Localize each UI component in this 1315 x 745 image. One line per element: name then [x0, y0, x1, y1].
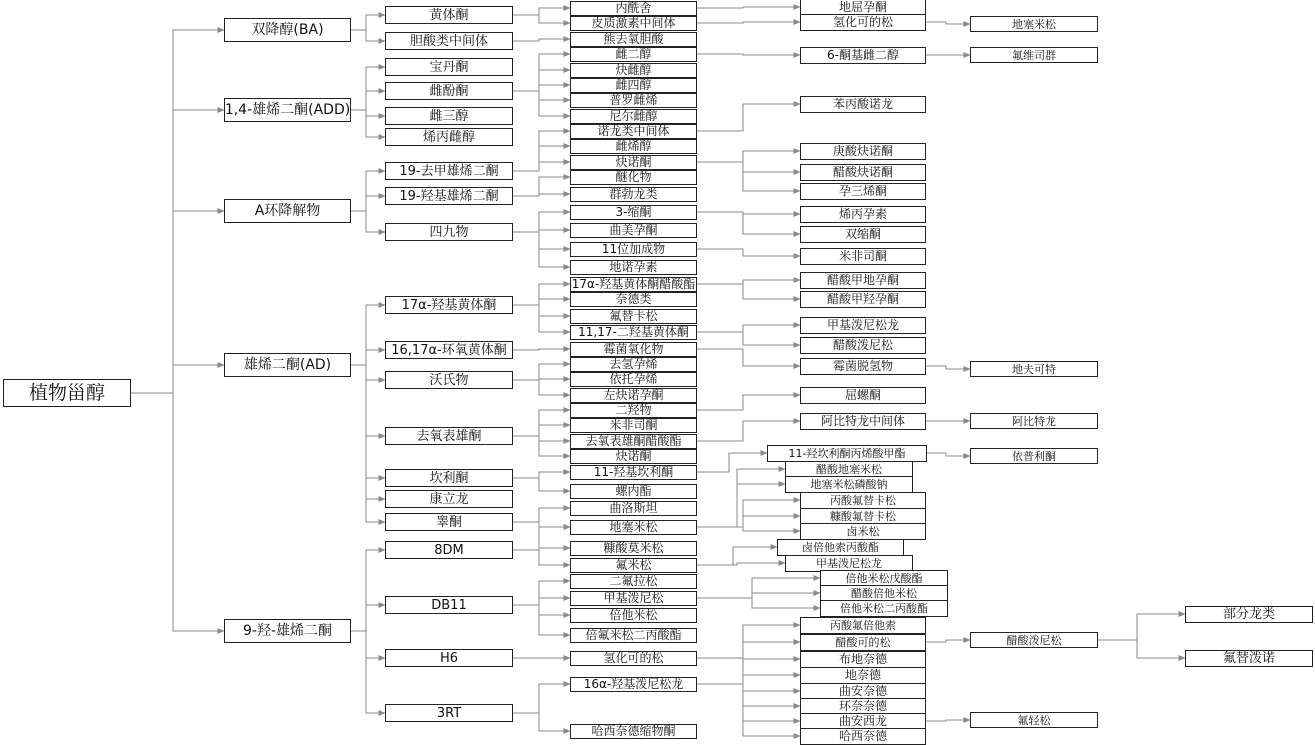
- node-c3-mihuawu: 醚化物: [570, 170, 697, 185]
- connector-c1-ad-to-c2-woshiwu: [351, 365, 385, 380]
- connector-c2-woshiwu-to-c3-quqingyunxi: [513, 364, 570, 380]
- node-c3-qumeiyunt: 曲美孕酮: [570, 223, 697, 238]
- node-c3-qunbolong: 群勃龙类: [570, 187, 697, 202]
- connector-c4-quanxilong-to-c5-fuqingsong: [926, 720, 970, 721]
- connector-c1-ad-to-c2-quyangbiaoxiong: [351, 365, 385, 436]
- node-c5-fuweisiqun: 氟维司群: [970, 47, 1098, 63]
- connector-c2-gaotong-to-c3-disaimisong: [513, 522, 570, 527]
- node-c4-quanxilong: 曲安西龙: [800, 713, 926, 730]
- node-c3-1117erqiang: 11,17-二羟基黄体酮: [570, 325, 697, 340]
- connector-c1-a-to-c2-19qujia: [351, 171, 385, 211]
- node-c3-17acusuan: 17α-羟基黄体酮醋酸酯: [571, 277, 696, 291]
- connector-c2-1617huanyang-to-c3-meijunyanghua: [513, 349, 570, 350]
- node-c2-dansuan: 胆酸类中间体: [385, 32, 513, 50]
- connector-c2-quyangbiaoxiong-to-c3-quyangcusuan: [513, 436, 570, 441]
- node-c2-baodantong: 宝丹酮: [385, 58, 513, 76]
- connector-c1-9oh-to-c2-3rt: [351, 631, 385, 713]
- connector-c4-cusuankede-to-c5-cusuanponisong: [926, 640, 970, 642]
- node-c3-luobingtong: 螺内酯: [570, 484, 697, 499]
- node-c2-17aqiangji: 17α-羟基黄体酮: [385, 296, 513, 314]
- node-c2-3rt: 3RT: [385, 704, 513, 722]
- connector-c3-16aqiangjipo-to-c4-haxinaide: [697, 684, 800, 736]
- connector-c2-17aqiangji-to-c3-17acusuan: [513, 284, 570, 305]
- connector-c3-jiajiposong-to-c4-beitamisongwu: [697, 578, 820, 598]
- connector-c2-huangtitong-to-c3-pizhijisu: [513, 15, 570, 23]
- connector-c2-cifentong-to-c3-cisichun: [513, 85, 570, 91]
- node-c2-sijiuwu: 四九物: [385, 223, 513, 241]
- connector-c3-jiajiposong-to-c4-cusuanbeita: [697, 593, 820, 598]
- node-c3-yituoyunxi: 依托孕烯: [570, 372, 697, 387]
- connector-c3-16aqiangjipo-to-c4-quanxilong: [697, 684, 800, 721]
- connector-c1-add-to-c2-cisanchun: [351, 110, 385, 116]
- connector-c3-11weijia-to-c4-mifeisitong: [697, 249, 800, 256]
- connector-c2-kanlitong-to-c3-11qiangkanli: [513, 472, 570, 478]
- connector-c1-ad-to-c2-gaotong: [351, 365, 385, 522]
- node-c4-haxinaide: 哈西奈德: [800, 728, 926, 745]
- node-c2-db11: DB11: [385, 596, 513, 614]
- connector-c3-disaimisong-to-c4-bingsuanfuti: [697, 500, 800, 527]
- node-c3-3tongtong: 3-缩酮: [570, 205, 697, 220]
- connector-c1-ba-to-c2-dansuan: [351, 30, 385, 41]
- node-c4-disaimisonglin: 地塞米松磷酸钠: [785, 476, 913, 493]
- connector-c2-19qujia-to-c3-cixichun: [513, 146, 570, 171]
- connector-c2-kanlitong-to-c3-luobingtong: [513, 478, 570, 491]
- connector-c3-16aqiangjipo-to-c4-dinaide: [697, 675, 800, 684]
- connector-c5-cusuanponisong-to-c6-futipodeng: [1098, 640, 1185, 658]
- node-c3-quecichun: 炔雌醇: [570, 63, 697, 78]
- connector-root-to-c1-add: [131, 110, 224, 393]
- connector-c3-1117erqiang-to-c4-cusuanponisong: [697, 332, 800, 345]
- connector-c3-17acusuan-to-c4-cusuanjiadiyun: [697, 280, 800, 284]
- connector-c3-quenuotong-to-c4-gengsuanquenuo: [697, 151, 800, 162]
- node-c3-niercichun: 尼尔雌醇: [570, 109, 697, 124]
- node-c3-disaimisong: 地塞米松: [570, 520, 697, 535]
- connector-c1-ba-to-c2-huangtitong: [351, 15, 385, 30]
- node-c4-shuangsuotong: 双缩酮: [800, 226, 926, 243]
- node-c5-abitelong: 阿比特龙: [970, 413, 1098, 429]
- node-c4-mifeisitong: 米非司酮: [800, 248, 926, 265]
- connector-c3-1117erqiang-to-c4-jiajiponisonglong: [697, 325, 800, 332]
- connector-c2-quyangbiaoxiong-to-c3-mifeisitong: [513, 425, 570, 436]
- node-c3-zuoquenuo: 左炔诺孕酮: [570, 388, 697, 403]
- connector-c1-add-to-c2-xibingcichun: [351, 110, 385, 137]
- node-c3-quenuotong2: 炔诺酮: [570, 449, 697, 464]
- node-c3-dinuoyun: 地诺孕素: [570, 260, 697, 275]
- connector-c1-9oh-to-c2-db11: [351, 605, 385, 631]
- connector-c1-ad-to-c2-17aqiangji: [351, 305, 385, 365]
- node-c4-benbingsuan: 苯丙酸诺龙: [800, 96, 926, 113]
- connector-c3-erqiangwu-to-c4-qumeitong: [697, 395, 800, 410]
- node-c4-6tongji: 6-酮基雌二醇: [800, 47, 926, 64]
- connector-c2-quyangbiaoxiong-to-c3-erqiangwu: [513, 410, 570, 436]
- node-c4-abitelong: 阿比特龙中间体: [800, 413, 926, 430]
- connector-c4-11qiangkanli-to-c5-yipulitong: [927, 453, 970, 456]
- connector-c1-add-to-c2-baodantong: [351, 67, 385, 110]
- connector-root-to-c1-9oh: [131, 393, 224, 631]
- connector-c1-ad-to-c2-1617huanyang: [351, 350, 385, 365]
- node-c4-11qiangkanli: 11-羟坎利酮丙烯酸甲酯: [767, 445, 927, 462]
- node-c4-diquyuntong: 地屈孕酮: [800, 0, 926, 16]
- connector-c4-meijuntuoqing-to-c5-difukete: [926, 366, 970, 369]
- node-c2-gaotong: 睾酮: [385, 513, 513, 531]
- node-c3-quqingyunxi: 去氢孕烯: [570, 357, 697, 372]
- connector-c1-ad-to-c2-kanlitong: [351, 365, 385, 478]
- node-c3-xiongquyang: 熊去氧胆酸: [570, 32, 697, 47]
- node-c4-huannaide: 环奈奈德: [800, 698, 926, 715]
- node-c3-puluoxi: 普罗雌烯: [570, 93, 697, 108]
- connector-c2-cifentong-to-c3-puluoxi: [513, 91, 570, 100]
- node-c1-ad: 雄烯二酮(AD): [224, 353, 351, 377]
- node-c2-kanlitong: 坎利酮: [385, 469, 513, 487]
- connector-c2-cifentong-to-c3-quecichun: [513, 70, 570, 91]
- node-c5-fuqingsong: 氟轻松: [970, 712, 1098, 728]
- node-c2-cisanchun: 雌三醇: [385, 107, 513, 125]
- node-c3-quyangcusuan: 去氧表雄酮醋酸酯: [570, 434, 697, 449]
- connector-c1-9oh-to-c2-h6: [351, 631, 385, 658]
- node-c4-cusuankede: 醋酸可的松: [800, 634, 926, 651]
- node-c3-erfulasong: 二氟拉松: [570, 574, 697, 589]
- connector-c2-19qujia-to-c3-nuolong: [513, 131, 570, 171]
- connector-c1-a-to-c2-sijiuwu: [351, 211, 385, 232]
- connector-c2-huangtitong-to-c3-neixiansu: [513, 8, 570, 15]
- node-c3-nuolong: 诺龙类中间体: [570, 124, 697, 139]
- node-c4-beitamisonger: 倍他米松二丙酸酯: [820, 600, 948, 617]
- node-c1-9oh: 9-羟-雄烯二酮: [224, 619, 351, 643]
- node-c6-futipodeng: 氟替泼诺: [1185, 650, 1313, 667]
- node-c3-quluositan: 曲洛斯坦: [570, 501, 697, 516]
- node-c4-cusuanponisong: 醋酸泼尼松: [800, 337, 926, 354]
- connector-c3-disaimisong-to-c4-lumisong: [697, 527, 800, 531]
- connector-c2-quyangbiaoxiong-to-c3-quenuotong2: [513, 436, 570, 456]
- node-c3-haxinaide: 哈西奈德缩物酮: [570, 724, 697, 739]
- node-c4-cusuanjiadiyun: 醋酸甲地孕酮: [800, 272, 926, 289]
- connector-c3-fumisong-to-c4-lubeitasu: [697, 547, 777, 565]
- connector-c2-db11-to-c3-jiajiposong: [513, 598, 570, 605]
- node-c4-bingsuanfubei: 丙酸氟倍他索: [800, 617, 926, 634]
- node-c1-a: A环降解物: [224, 199, 351, 223]
- connector-c1-9oh-to-c2-8dm: [351, 550, 385, 631]
- connector-c2-17aqiangji-to-c3-1117erqiang: [513, 305, 570, 332]
- connector-c3-fumisong-to-c4-jiajiponisonglong2: [697, 563, 785, 565]
- connector-c3-meijunyanghua-to-c4-meijuntuoqing: [697, 349, 800, 366]
- node-c4-dinaide: 地奈德: [800, 667, 926, 684]
- connector-c3-quenuotong-to-c4-cusuanquenuo: [697, 162, 800, 172]
- node-c4-beitamisongwu: 倍他米松戊酸酯: [820, 570, 948, 587]
- node-c2-h6: H6: [385, 649, 513, 667]
- node-c4-cusuanquenuo: 醋酸炔诺酮: [800, 164, 926, 181]
- node-c2-8dm: 8DM: [385, 541, 513, 559]
- connector-c3-cierchun-to-c4-6tongji: [697, 54, 800, 55]
- node-c2-19qujia: 19-去甲雄烯二酮: [385, 162, 513, 180]
- connector-c3-16aqiangjipo-to-c4-huannaide: [697, 684, 800, 706]
- node-c4-qinghuakedesong: 氢化可的松: [800, 14, 926, 31]
- node-c4-cusuanjiaqiang: 醋酸甲羟孕酮: [800, 291, 926, 308]
- node-c2-kanglilong: 康立龙: [385, 490, 513, 508]
- connector-c4-qinghuakedesong-to-c5-dsaimisong: [926, 22, 970, 24]
- node-c3-fuqikasong: 氟替卡松: [570, 309, 697, 324]
- node-c3-meijunyanghua: 霉菌氧化物: [570, 342, 697, 357]
- connector-c2-3rt-to-c3-16aqiangjipo: [513, 684, 570, 713]
- node-c3-cierchun: 雌二醇: [570, 47, 697, 62]
- node-c3-11qiangkanli: 11-羟基坎利酮: [570, 465, 697, 480]
- node-c2-cifentong: 雌酚酮: [385, 82, 513, 100]
- node-c5-dsaimisong: 地塞米松: [970, 16, 1098, 32]
- node-c3-cixichun: 雌烯醇: [570, 139, 697, 154]
- connector-c3-16aqiangjipo-to-c4-quannaide: [697, 684, 800, 691]
- node-c3-kangsuanmomisong: 糠酸莫米松: [570, 541, 697, 556]
- node-c3-neixiansu: 内酰舍: [570, 1, 697, 16]
- node-c4-kangsuanfuti: 糠酸氟替卡松: [800, 508, 926, 525]
- node-c4-lumisong: 卤米松: [800, 523, 926, 540]
- node-c3-mifeisitong: 米非司酮: [570, 418, 697, 433]
- node-c2-xibingcichun: 烯丙雌醇: [385, 128, 513, 146]
- connector-c3-disaimisong-to-c4-cusuandisai: [697, 469, 785, 527]
- node-c4-yunsanxitong: 孕三烯酮: [800, 183, 926, 200]
- node-c3-naidelei: 奈德类: [570, 292, 697, 307]
- node-c2-quyangbiaoxiong: 去氧表雄酮: [385, 427, 513, 445]
- node-root: 植物甾醇: [3, 379, 131, 407]
- node-c2-19qiangji: 19-羟基雄烯二酮: [385, 187, 513, 205]
- connector-c2-db11-to-c3-beifumisong: [513, 605, 570, 635]
- node-c3-beitamisong: 倍他米松: [570, 608, 697, 623]
- connector-c2-db11-to-c3-beitamisong: [513, 605, 570, 615]
- node-c6-bufenlonglei: 部分龙类: [1185, 606, 1313, 623]
- node-c4-jiajiponisonglong2: 甲基泼尼松龙: [785, 555, 913, 572]
- node-c3-cisichun: 雌四醇: [570, 78, 697, 93]
- node-c3-fumisong: 氟米松: [570, 558, 697, 573]
- connector-c3-neixiansu-to-c4-diquyuntong: [697, 7, 800, 8]
- node-c4-bingsuanfuti: 丙酸氟替卡松: [800, 492, 926, 509]
- node-c1-add: 1,4-雄烯二酮(ADD): [224, 98, 351, 122]
- connector-c2-woshiwu-to-c3-zuoquenuo: [513, 380, 570, 395]
- connector-c2-8dm-to-c3-disaimisong: [513, 527, 570, 550]
- node-c3-16aqiangjipo: 16α-羟基泼尼松龙: [570, 677, 697, 692]
- connector-c1-a-to-c2-19qiangji: [351, 196, 385, 211]
- connector-c3-pizhijisu-to-c4-qinghuakedesong: [697, 22, 800, 23]
- node-c2-1617huanyang: 16,17α-环氧黄体酮: [385, 341, 513, 359]
- connector-root-to-c1-ad: [131, 365, 224, 393]
- node-c2-woshiwu: 沃氏物: [385, 371, 513, 389]
- connector-c1-add-to-c2-cifentong: [351, 91, 385, 110]
- node-c4-cusuanbeita: 醋酸倍他米松: [820, 585, 948, 602]
- connector-c5-cusuanponisong-to-c6-bufenlonglei: [1098, 614, 1185, 640]
- connector-c3-qinghuakedesong-to-c4-cusuankede: [697, 642, 800, 658]
- connector-c3-disaimisong-to-c4-kangsuanfuti: [697, 516, 800, 527]
- connector-c3-nuolong-to-c4-benbingsuan: [697, 104, 800, 131]
- connector-c2-dansuan-to-c3-xiongquyang: [513, 39, 570, 41]
- connector-c2-17aqiangji-to-c3-naidelei: [513, 299, 570, 305]
- connector-c3-16aqiangjipo-to-c4-budinaide: [697, 659, 800, 684]
- node-c4-qumeitong: 屈螺酮: [800, 387, 926, 404]
- node-c1-ba: 双降醇(BA): [224, 18, 351, 42]
- node-c3-jiajiposong: 甲基泼尼松: [570, 591, 697, 606]
- connector-c3-3tongtong-to-c4-shuangsuotong: [697, 212, 800, 234]
- connector-root-to-c1-a: [131, 211, 224, 393]
- node-c3-11weijia: 11位加成物: [570, 242, 697, 257]
- node-c3-quenuotong: 炔诺酮: [570, 155, 697, 170]
- connector-c3-quenuotong-to-c4-yunsanxitong: [697, 162, 800, 191]
- connector-c2-cifentong-to-c3-niercichun: [513, 91, 570, 116]
- connector-c2-17aqiangji-to-c3-fuqikasong: [513, 305, 570, 316]
- connector-c3-17acusuan-to-c4-cusuanjiaqiang: [697, 284, 800, 299]
- connector-c2-gaotong-to-c3-quluositan: [513, 508, 570, 522]
- connector-c2-3rt-to-c3-haxinaide: [513, 713, 570, 731]
- node-c4-xibingyunsu: 烯丙孕素: [800, 206, 926, 223]
- connector-c2-19qiangji-to-c3-mihuawu: [513, 177, 570, 196]
- node-c4-cusuandisai: 醋酸地塞米松: [785, 461, 913, 478]
- connector-c2-db11-to-c3-erfulasong: [513, 581, 570, 605]
- connector-c2-sijiuwu-to-c3-3tongtong: [513, 212, 570, 232]
- connector-c2-8dm-to-c3-fumisong: [513, 550, 570, 565]
- node-c4-budinaide: 布地奈德: [800, 651, 926, 668]
- node-c3-beifumisong: 倍氟米松二丙酸酯: [570, 628, 697, 643]
- node-c3-qinghuakedesong: 氢化可的松: [570, 651, 697, 666]
- node-c3-pizhijisu: 皮质激素中间体: [570, 16, 697, 31]
- node-c2-huangtitong: 黄体酮: [385, 6, 513, 24]
- connector-c3-disaimisong-to-c4-disaimisonglin: [697, 484, 785, 527]
- node-c5-cusuanponisong: 醋酸泼尼松: [970, 632, 1098, 648]
- node-c5-yipulitong: 依普利酮: [970, 448, 1098, 464]
- connector-c2-sijiuwu-to-c3-11weijia: [513, 232, 570, 249]
- connector-c3-quyangcusuan-to-c4-abitelong: [697, 421, 800, 441]
- node-c5-difukete: 地夫可特: [970, 361, 1098, 377]
- node-c4-gengsuanquenuo: 庚酸炔诺酮: [800, 143, 926, 160]
- node-c4-meijuntuoqing: 霉菌脱氢物: [800, 358, 926, 375]
- connector-c2-19qiangji-to-c3-qunbolong: [513, 194, 570, 196]
- node-c4-lubeitasu: 卤倍他索丙酸酯: [777, 539, 904, 556]
- connector-c3-jiajiposong-to-c4-beitamisonger: [697, 598, 820, 608]
- node-c4-jiajiponisonglong: 甲基泼尼松龙: [800, 317, 926, 334]
- connector-c2-19qujia-to-c3-quenuotong: [513, 162, 570, 171]
- node-c4-quannaide: 曲安奈德: [800, 683, 926, 700]
- connector-c1-ad-to-c2-kanglilong: [351, 365, 385, 499]
- node-c3-erqiangwu: 二羟物: [570, 403, 697, 418]
